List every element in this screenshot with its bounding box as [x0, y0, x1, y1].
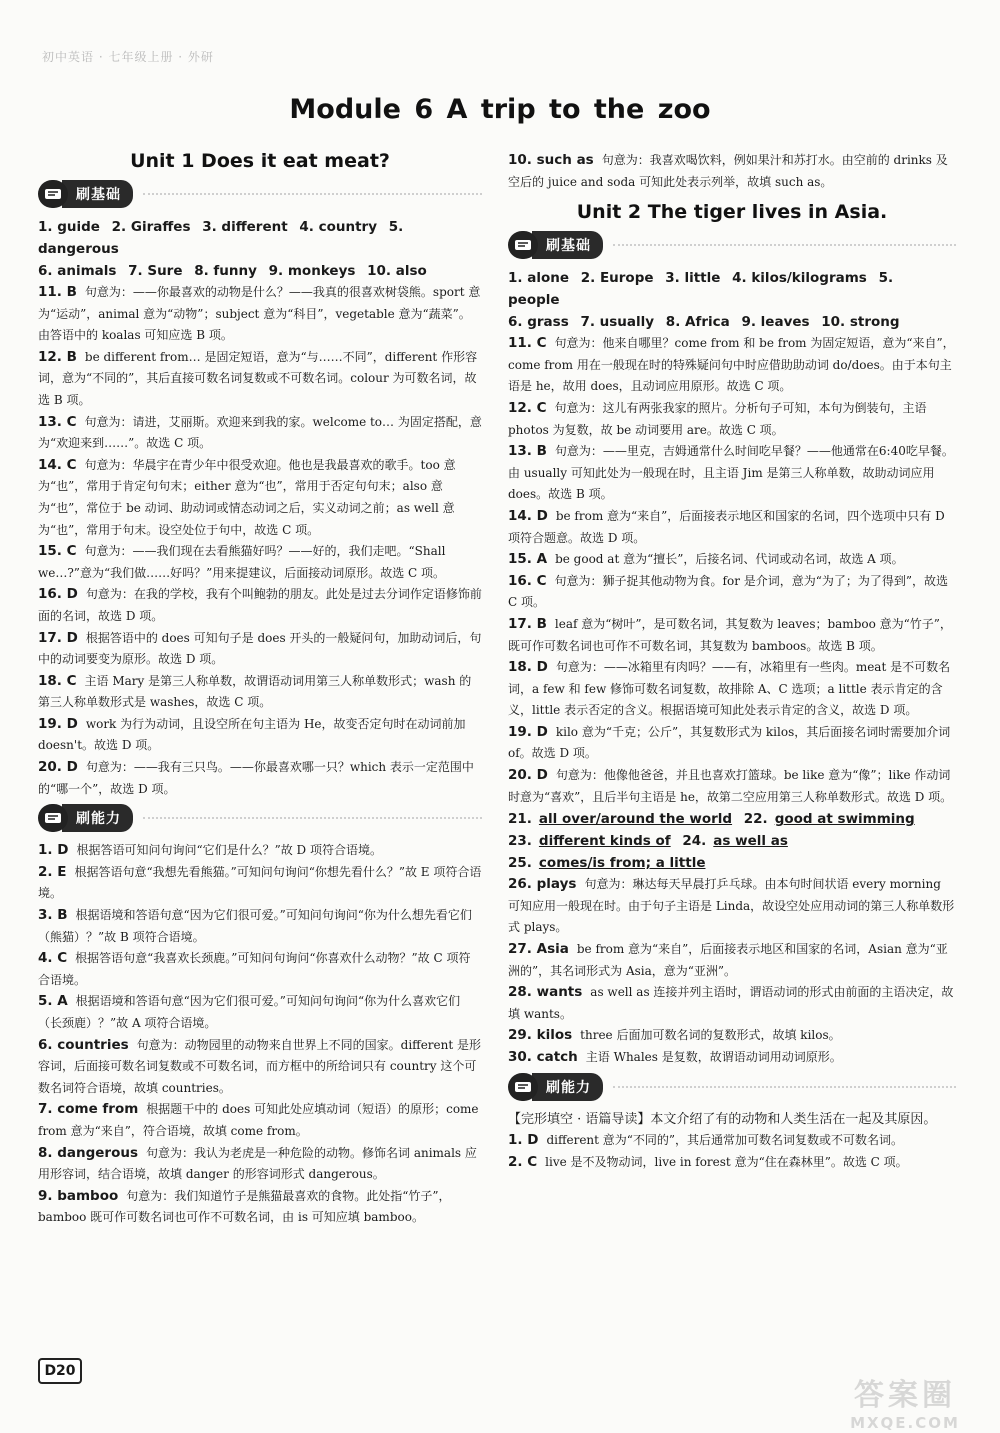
badge-label: 刷基础	[532, 231, 603, 259]
item-number: 5. A	[38, 993, 68, 1010]
answer: 4. kilos/kilograms	[732, 270, 867, 287]
item-text: work 为行为动词，且设空所在句主语为 He，故变否定句时在动词前加 doesn't。故选 D 项。	[38, 716, 466, 753]
running-header: 初中英语 · 七年级上册 · 外研	[42, 50, 214, 64]
explanation-item	[508, 1025, 956, 1047]
item-number: 26. plays	[508, 876, 577, 893]
item-number: 13. C	[38, 413, 77, 430]
item-text: 根据题干中的 does 可知此处应填动词（短语）的原形；come from 意为“来自”，符合语境，故填 come from。	[38, 1102, 479, 1138]
item-number: 29. kilos	[508, 1027, 573, 1044]
answer: different kinds of	[538, 833, 671, 850]
explanation-item	[38, 282, 482, 347]
item-number: 15. C	[38, 543, 77, 560]
answer-number: 24.	[682, 833, 707, 850]
answer: 6. animals	[38, 263, 117, 279]
item-number: 7. come from	[38, 1101, 139, 1118]
answer: 10. also	[367, 263, 427, 279]
answer: all over/around the world	[538, 811, 733, 828]
item-text: 句意为：我认为老虎是一种危险的动物。修饰名词 animals 应用形容词，结合语境，故填 danger 的形容词形式 dangerous。	[38, 1145, 477, 1182]
divider	[143, 817, 482, 819]
explanation-item	[38, 991, 482, 1034]
answer: 7. usually	[580, 314, 655, 331]
item-number: 16. D	[38, 586, 78, 603]
section-badge-ability	[508, 1073, 956, 1101]
item-text: 句意为：请进，艾丽斯。欢迎来到我的家。welcome to… 为固定搭配，意为“欢迎来到……”。故选 C 项。	[38, 414, 482, 451]
divider	[613, 244, 956, 246]
item-number: 8. dangerous	[38, 1144, 139, 1161]
item-number: 12. C	[508, 399, 547, 416]
explanation-item	[508, 1047, 956, 1069]
explanation-item	[508, 398, 956, 441]
item-text: 句意为：他像他爸爸，并且也喜欢打篮球。be like 意为“像”；like 作动词时意为“喜欢”，且后半句主语是 he，故第二空应用第三人称单数形式。故选 D 项。	[508, 768, 953, 804]
item-text: 句意为：华晨宇在青少年中很受欢迎。他也是我最喜欢的歌手。too 意为“也”，常用于肯定句句末；either 意为“也”，常用于否定句句末；also 意为“也”，常位于 be 动词、助动词或情态动词之后，实义动词之前；as well 意为“也”，常用于句末。设空处位于句中，故选 C 项。	[38, 457, 456, 537]
answer: 4. country	[299, 219, 378, 235]
item-text: 根据答语中的 does 可知句子是 does 开头的一般疑问句，加助动词后，句中的动词要变为原形。故选 D 项。	[38, 630, 482, 667]
explanation-item	[38, 840, 482, 862]
explanation-list	[508, 333, 956, 808]
left-column	[38, 150, 482, 1229]
item-number: 2. E	[38, 863, 67, 880]
explanation-item	[508, 506, 956, 549]
badge-label: 刷能力	[62, 804, 133, 832]
item-text: be from 意为“来自”，后面接表示地区和国家的名词，四个选项中只有 D 项符合题意。故选 D 项。	[508, 508, 945, 545]
answer: 8. Africa	[665, 314, 730, 331]
explanation-item	[508, 571, 956, 614]
item-text: 根据答语句意“我想先看熊猫。”可知问句询问“你想先看什么？”故 E 项符合语境。	[38, 864, 482, 901]
explanation-item	[508, 1152, 956, 1174]
answer-number: 22.	[743, 811, 768, 828]
explanation-item	[508, 549, 956, 571]
answer: 3. different	[202, 219, 288, 235]
explanation-item	[38, 905, 482, 948]
explanation-item	[38, 1035, 482, 1100]
watermark	[820, 1370, 990, 1430]
explanation-item	[38, 1186, 482, 1229]
explanation-item	[508, 1130, 956, 1152]
item-text: 句意为：——我有三只鸟。——你最喜欢哪一只？which 表示一定范围中的“哪一个”，故选 D 项。	[38, 760, 474, 796]
explanation-item	[508, 982, 956, 1025]
item-text: 句意为：我们知道竹子是熊猫最喜欢的食物。此处指“竹子”，bamboo 既可作可数名词也可作不可数名词，由 is 可知应填 bamboo。	[38, 1188, 451, 1225]
passage-summary: 【完形填空 · 语篇导读】本文介绍了有的动物和人类生活在一起及其原因。	[508, 1111, 937, 1127]
answer: 10. strong	[821, 314, 900, 331]
explanation-item	[508, 441, 956, 506]
answer-number: 23.	[508, 833, 532, 850]
answer-line	[508, 830, 956, 852]
divider	[613, 1086, 956, 1088]
item-number: 9. bamboo	[38, 1187, 119, 1204]
explanation-item	[38, 584, 482, 627]
item-text: as well as 连接并列主语时，谓语动词的形式由前面的主语决定，故填 wants。	[508, 985, 954, 1021]
watermark-text: 答案圈	[854, 1378, 956, 1413]
item-text: leaf 意为“树叶”，是可数名词，其复数为 leaves；bamboo 意为“竹子”，既可作可数名词也可作不可数名词，其复数为 bamboos。故选 B 项。	[508, 616, 952, 653]
right-column	[508, 150, 956, 1173]
explanation-list	[508, 1130, 956, 1173]
item-number: 2. C	[508, 1153, 538, 1170]
section-badge-ability	[38, 804, 482, 832]
item-text: 句意为：——冰箱里有肉吗？——有，冰箱里有一些肉。meat 是不可数名词，a few 和 few 修饰可数名词复数，故排除 A、C 选项；a little 表示肯定的含义，little 表示否定的含义。根据语境可知此处表示肯定的含义，故选 D 项。	[508, 660, 951, 718]
answer-number: 21.	[508, 811, 532, 828]
item-number: 14. C	[38, 456, 77, 473]
item-text: 句意为：——里克，吉姆通常什么时间吃早餐？——他通常在6:40吃早餐。由 usually 可知此处为一般现在时，且主语 Jim 是第三人称单数，故助动词应用 does。故选 B 项。	[508, 444, 954, 502]
answer: 3. little	[665, 270, 721, 287]
item-number: 20. D	[508, 767, 548, 784]
item-number: 19. D	[38, 715, 78, 732]
explanation-list	[38, 840, 482, 1229]
explanation-item	[38, 948, 482, 991]
explanation-item	[508, 614, 956, 657]
item-text: different 意为“不同的”，其后通常加可数名词复数或不可数名词。	[546, 1133, 904, 1148]
item-text: 根据语境和答语句意“因为它们很可爱。”可知问句询问“你为什么喜欢它们（长颈鹿）？”故 A 项符合语境。	[38, 994, 461, 1030]
explanation-list	[508, 874, 956, 1068]
answer-line	[508, 808, 956, 830]
section-badge-basic	[508, 231, 956, 259]
page-number: D20	[38, 1358, 82, 1384]
answer-number: 25.	[508, 855, 532, 872]
pen-icon	[38, 180, 68, 208]
item-number: 28. wants	[508, 984, 583, 1001]
answer-line	[508, 311, 956, 333]
explanation-item	[38, 1143, 482, 1186]
badge-label: 刷能力	[532, 1073, 603, 1101]
explanation-item	[38, 628, 482, 671]
section-badge-basic	[38, 180, 482, 208]
answer-line	[508, 852, 956, 874]
explanation-item	[38, 412, 482, 455]
item-text: 根据答语句意“我喜欢长颈鹿。”可知问句询问“你喜欢什么动物？”故 C 项符合语境。	[38, 951, 471, 987]
item-number: 15. A	[508, 551, 548, 568]
item-number: 12. B	[38, 348, 77, 365]
page-title: Module 6 A trip to the zoo	[289, 94, 711, 125]
item-text: be from 意为“来自”，后面接表示地区和国家的名词，Asian 意为“亚洲的”，其名词形式为 Asia，意为“亚洲”。	[508, 942, 948, 978]
item-text: 句意为：动物园里的动物来自世界上不同的国家。different 是形容词，后面接可数名词复数或不可数名词，而方框中的所给词只有 country 这个可数名词符合语境，故填 countries。	[38, 1037, 482, 1095]
explanation-list	[38, 282, 482, 800]
unit-title: Unit 2 The tiger lives in Asia.	[576, 201, 888, 224]
answer: as well as	[713, 833, 788, 850]
pen-icon	[508, 231, 538, 259]
item-text: three 后面加可数名词的复数形式，故填 kilos。	[580, 1028, 841, 1043]
item-number: 16. C	[508, 572, 547, 589]
explanation-item	[38, 1099, 482, 1142]
unit-title: Unit 1 Does it eat meat?	[130, 150, 390, 172]
item-text: be good at 意为“擅长”，后接名词、代词或动名词，故选 A 项。	[555, 552, 904, 567]
answer: comes/is from; a little	[538, 855, 706, 872]
item-text: 句意为：——你最喜欢的动物是什么？——我真的很喜欢树袋熊。sport 意为“运动”，animal 意为“动物”；subject 意为“科目”，vegetable 意为“蔬菜”。由答语中的 koalas 可知应选 B 项。	[38, 285, 481, 343]
item-number: 17. D	[38, 629, 78, 646]
item-text: 根据语境和答语句意“因为它们很可爱。”可知问句询问“你为什么想先看它们（熊猫）？”故 B 项符合语境。	[38, 908, 472, 944]
item-number: 4. C	[38, 950, 68, 967]
item-text: 句意为：我喜欢喝饮料，例如果汁和苏打水。由空前的 drinks 及空后的 juice and soda 可知此处表示列举，故填 such as。	[508, 153, 948, 189]
answer: 6. grass	[508, 314, 569, 331]
item-text: kilo 意为“千克；公斤”，其复数形式为 kilos，其后面接名词时需要加介词 of。故选 D 项。	[508, 724, 951, 761]
explanation-item	[38, 714, 482, 757]
item-text: be different from… 是固定短语，意为“与……不同”，different 作形容词，意为“不同的”，其后直接可数名词复数或不可数名词。colour 为可数名词，故选 B 项。	[38, 349, 478, 407]
divider	[143, 193, 482, 195]
explanation-item	[508, 150, 956, 193]
item-number: 13. B	[508, 443, 547, 460]
item-number: 19. D	[508, 723, 548, 740]
item-text: 根据答语可知问句询问“它们是什么？”故 D 项符合语境。	[76, 843, 382, 858]
item-number: 27. Asia	[508, 941, 569, 958]
answer: 1. guide	[38, 219, 100, 235]
item-text: 主语 Whales 是复数，故谓语动词用动词原形。	[585, 1050, 842, 1064]
item-number: 17. B	[508, 615, 547, 632]
item-text: 句意为：在我的学校，我有个叫鲍勃的朋友。此处是过去分词作定语修饰前面的名词，故选 D 项。	[38, 587, 482, 623]
item-number: 14. D	[508, 507, 548, 524]
explanation-item	[38, 862, 482, 905]
item-text: 句意为：琳达每天早晨打乒乓球。由本句时间状语 every morning 可知应用一般现在时。由于句子主语是 Linda，故设空处应用动词的第三人称单数形式 plays。	[508, 877, 955, 935]
explanation-item	[38, 347, 482, 412]
item-text: 句意为：这儿有两张我家的照片。分析句子可知，本句为倒装句，主语 photos 为复数，故 be 动词要用 are。故选 C 项。	[508, 400, 927, 437]
item-text: 句意为：狮子捉其他动物为食。for 是介词，意为“为了；为了得到”，故选 C 项。	[508, 573, 949, 610]
explanation-item	[508, 939, 956, 982]
item-number: 10. such as	[508, 152, 594, 168]
explanation-item	[38, 757, 482, 800]
item-number: 18. C	[38, 672, 77, 689]
item-text: 句意为：——我们现在去看熊猫好吗？——好的，我们走吧。“Shall we…?”意为“我们做……好吗？”用来提建议，后面接动词原形。故选 C 项。	[38, 544, 446, 580]
answer: good at swimming	[774, 811, 915, 828]
badge-label: 刷基础	[62, 180, 133, 208]
explanation-item	[508, 333, 956, 398]
item-number: 18. D	[508, 659, 548, 676]
item-number: 20. D	[38, 759, 78, 776]
answer: 9. monkeys	[268, 263, 356, 279]
item-number: 11. B	[38, 284, 77, 300]
item-text: live 是不及物动词，live in forest 意为“住在森林里”。故选 C 项。	[545, 1154, 908, 1169]
answer-line	[508, 267, 956, 311]
item-number: 30. catch	[508, 1049, 578, 1065]
explanation-item	[38, 455, 482, 541]
pen-icon	[38, 804, 68, 832]
answer: 9. leaves	[741, 314, 810, 331]
answer: 2. Giraffes	[111, 219, 191, 235]
item-text: 主语 Mary 是第三人称单数，故谓语动词用第三人称单数形式；wash 的第三人称单数形式是 washes，故选 C 项。	[38, 673, 472, 710]
answer-line	[38, 216, 482, 260]
answer: 7. Sure	[128, 263, 183, 279]
item-number: 11. C	[508, 335, 547, 352]
answer: 2. Europe	[580, 270, 654, 287]
watermark-url: MXQE.COM	[850, 1414, 960, 1432]
item-number: 1. D	[508, 1132, 539, 1149]
explanation-item	[508, 765, 956, 808]
explanation-item	[38, 541, 482, 584]
answer: 5. dangerous	[38, 219, 404, 257]
item-number: 1. D	[38, 842, 69, 859]
pen-icon	[508, 1073, 538, 1101]
answer-line	[38, 260, 482, 282]
answer: 5. people	[508, 270, 894, 309]
answer: 1. alone	[508, 270, 570, 287]
item-number: 3. B	[38, 907, 68, 924]
explanation-item	[38, 671, 482, 714]
answer: 8. funny	[194, 263, 257, 279]
item-text: 句意为：他来自哪里？come from 和 be from 为固定短语，意为“来自”，come from 用在一般现在时的特殊疑问句中时应借助助动词 do/does。由于本句主语是 he，故用 does，且动词应用原形。故选 C 项。	[508, 336, 955, 394]
item-number: 6. countries	[38, 1036, 129, 1053]
explanation-item	[508, 874, 956, 939]
explanation-item	[508, 722, 956, 765]
explanation-item	[508, 657, 956, 722]
